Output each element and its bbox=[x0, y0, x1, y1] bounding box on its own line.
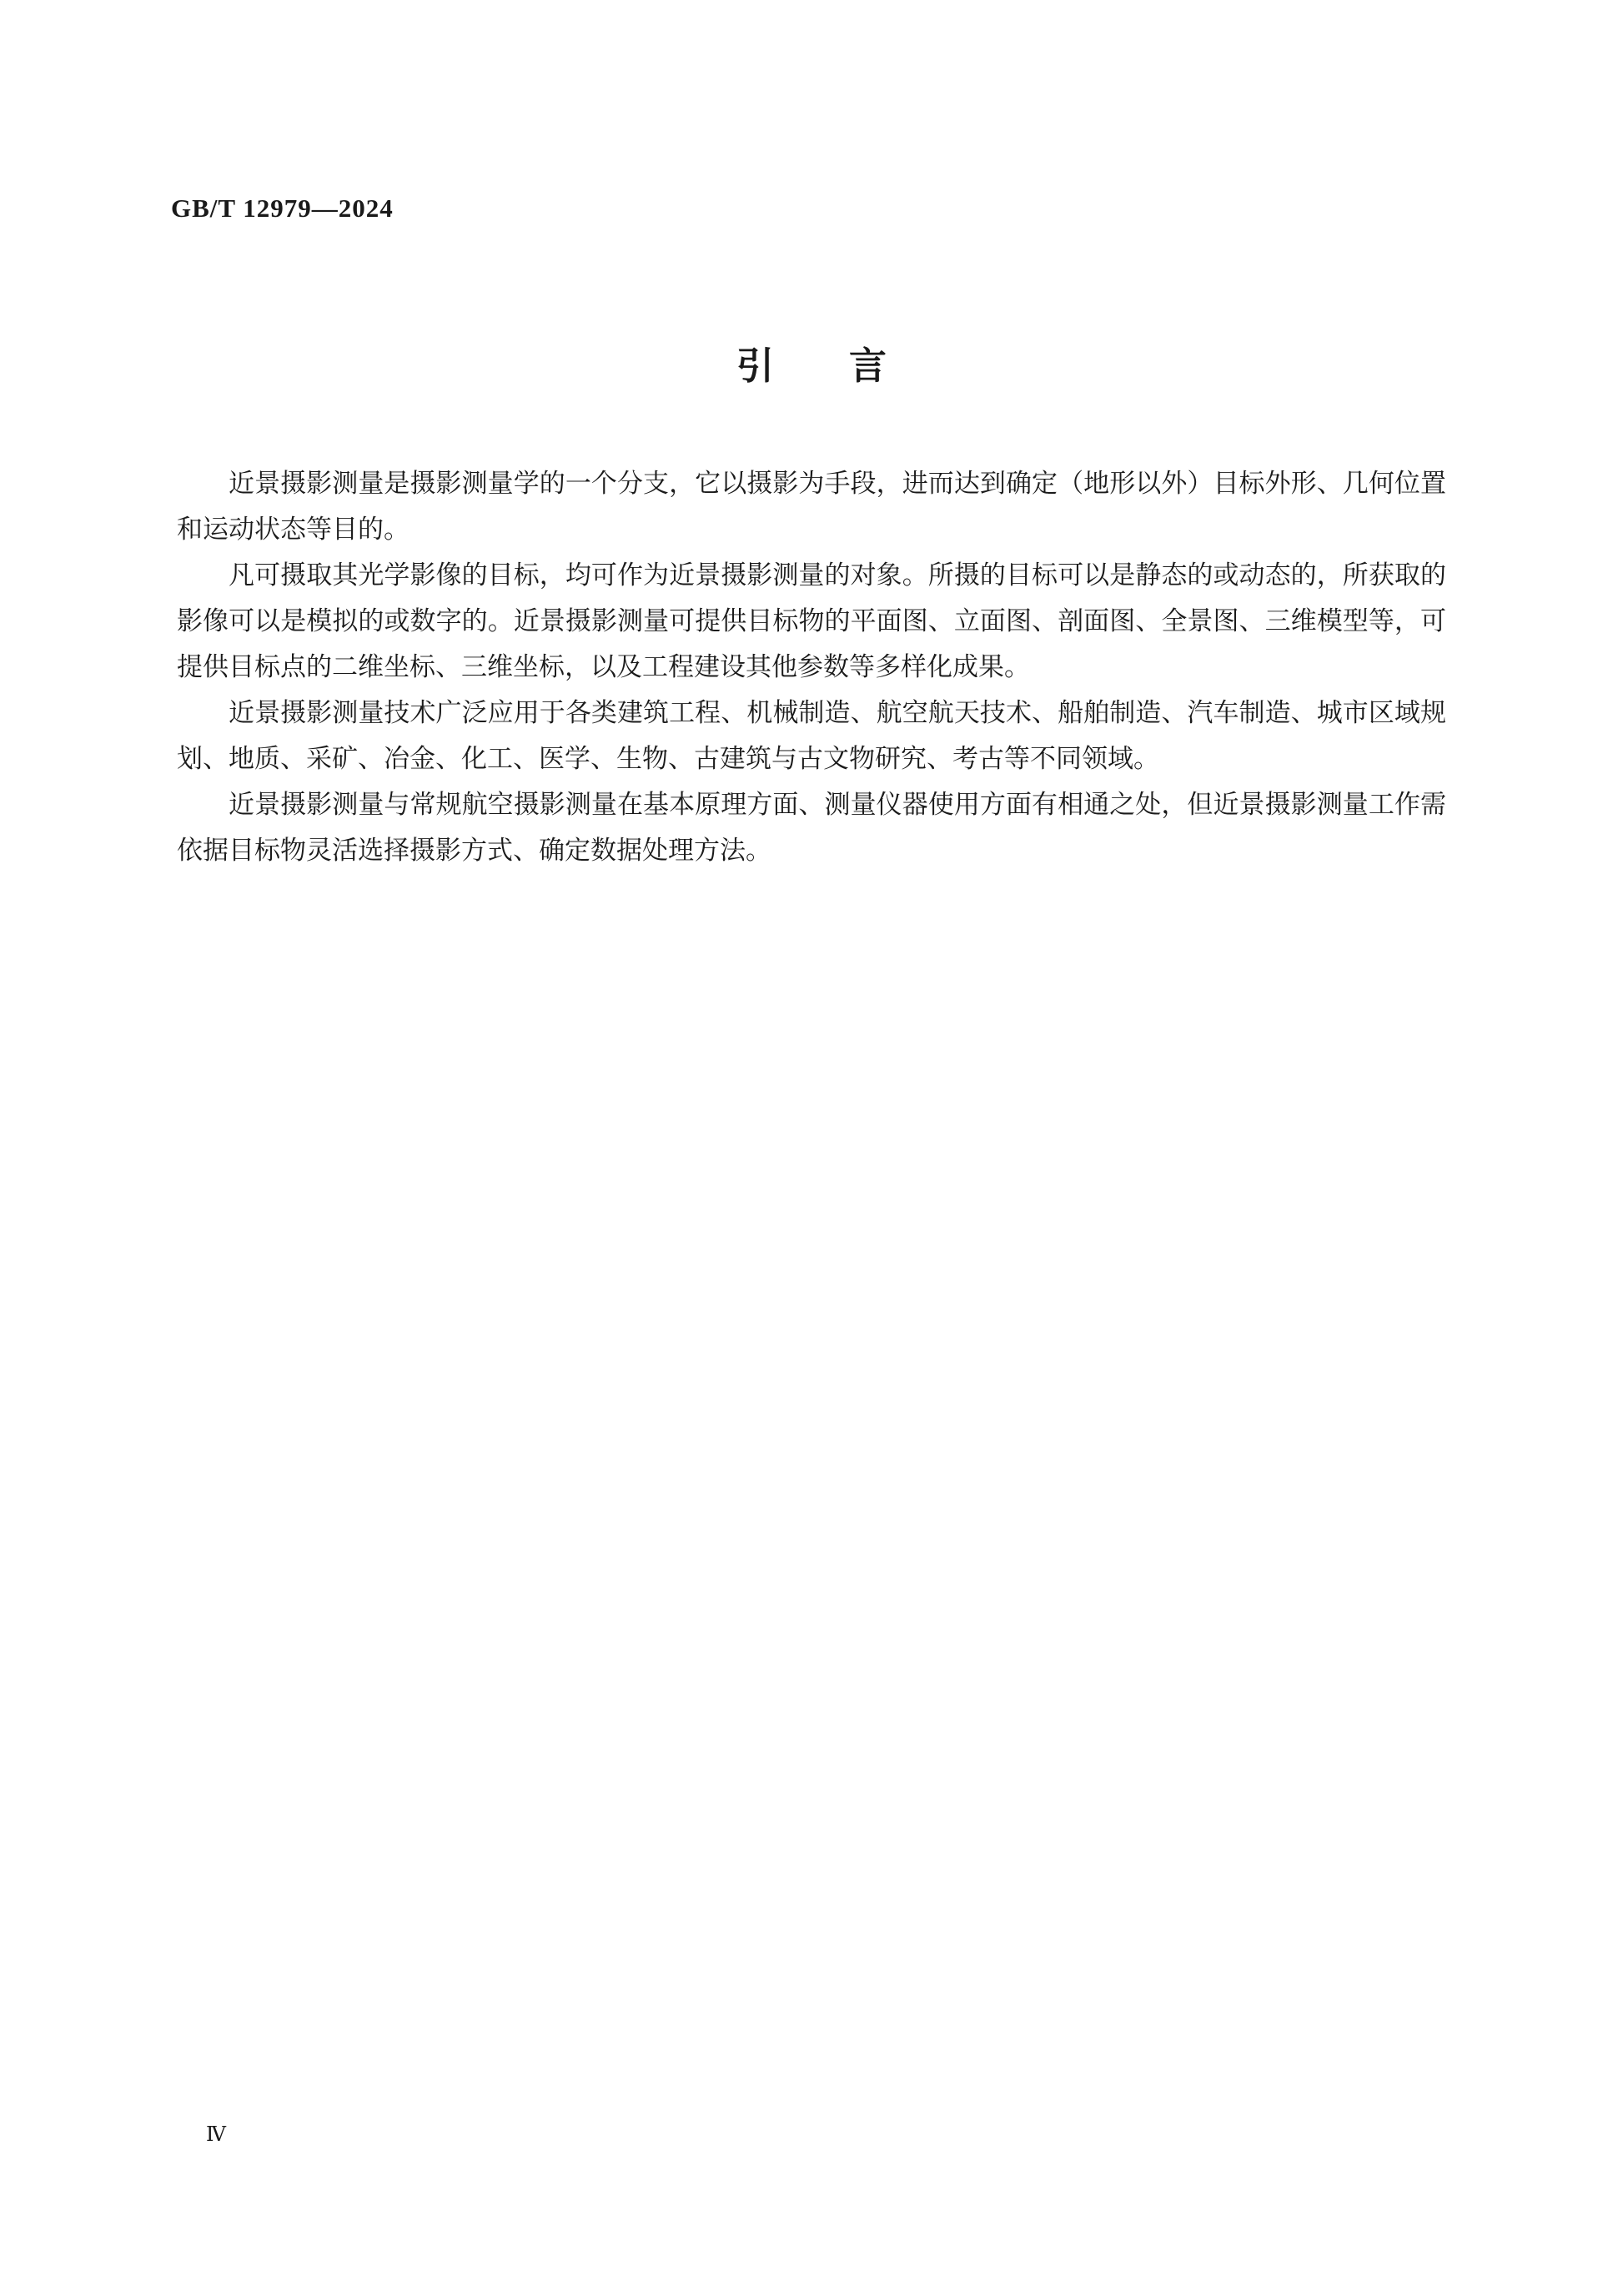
paragraph-1: 近景摄影测量是摄影测量学的一个分支，它以摄影为手段，进而达到确定（地形以外）目标外形、几何位置和运动状态等目的。 bbox=[177, 469, 1446, 545]
paragraph-4: 近景摄影测量与常规航空摄影测量在基本原理方面、测量仪器使用方面有相通之处，但近景摄影测量工作需依据目标物灵活选择摄影方式、确定数据处理方法。 bbox=[177, 790, 1446, 866]
paragraph-3: 近景摄影测量技术广泛应用于各类建筑工程、机械制造、航空航天技术、船舶制造、汽车制造、城市区域规划、地质、采矿、冶金、化工、医学、生物、古建筑与古文物研究、考古等不同领域。 bbox=[177, 698, 1446, 774]
page-number: Ⅳ bbox=[206, 2123, 226, 2146]
paragraph-2: 凡可摄取其光学影像的目标，均可作为近景摄影测量的对象。所摄的目标可以是静态的或动态的，所获取的影像可以是模拟的或数字的。近景摄影测量可提供目标物的平面图、立面图、剖面图、全景图、三维模型等，可提供目标点的二维坐标、三维坐标，以及工程建设其他参数等多样化成果。 bbox=[177, 560, 1446, 682]
body-text bbox=[177, 461, 1446, 874]
page-title: 引言 bbox=[736, 344, 962, 388]
standard-code: GB/T 12979—2024 bbox=[171, 193, 394, 223]
